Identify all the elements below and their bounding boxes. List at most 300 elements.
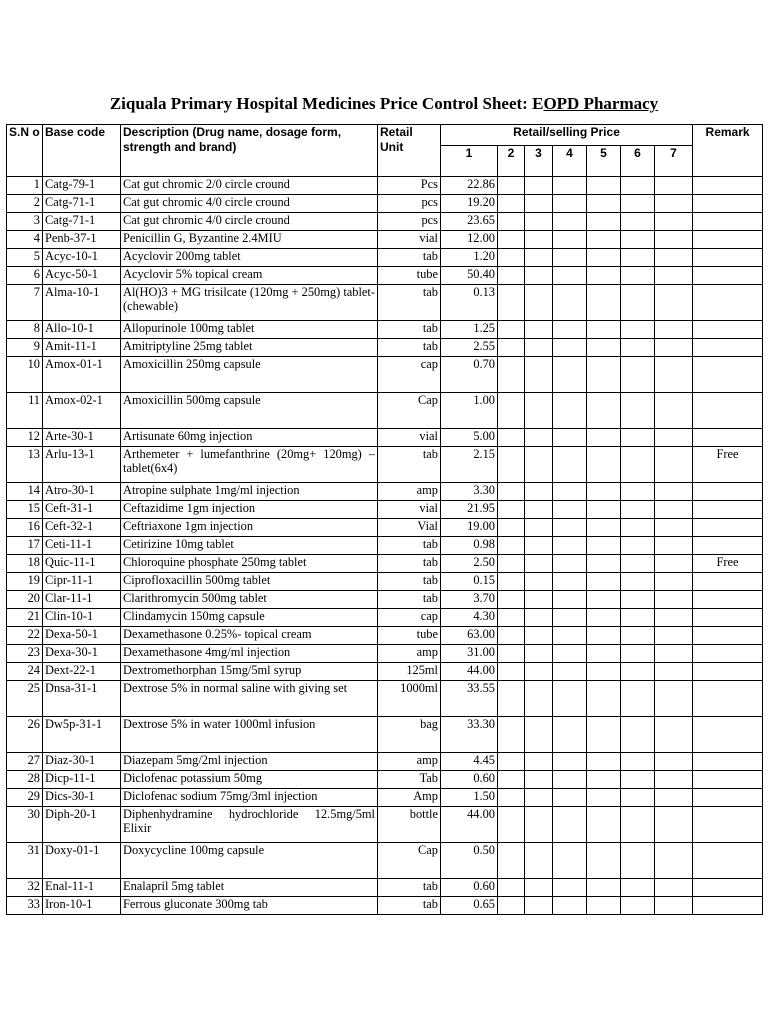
- cell-price-3: [525, 339, 553, 357]
- cell-price-5: [587, 681, 621, 717]
- cell-price-3: [525, 627, 553, 645]
- cell-price-2: [498, 519, 525, 537]
- cell-price-2: [498, 771, 525, 789]
- cell-price-2: [498, 753, 525, 771]
- cell-description: Ceftriaxone 1gm injection: [121, 519, 378, 537]
- cell-price-2: [498, 321, 525, 339]
- cell-base-code: Dexa-50-1: [43, 627, 121, 645]
- cell-sno: 24: [7, 663, 43, 681]
- cell-price-1: 12.00: [441, 231, 498, 249]
- cell-retail-unit: vial: [378, 429, 441, 447]
- cell-price-5: [587, 501, 621, 519]
- cell-price-7: [655, 573, 693, 591]
- table-row: [7, 249, 763, 267]
- cell-sno: 26: [7, 717, 43, 753]
- cell-price-2: [498, 555, 525, 573]
- cell-remark: [693, 285, 763, 321]
- cell-retail-unit: tab: [378, 897, 441, 915]
- cell-remark: [693, 879, 763, 897]
- cell-price-2: [498, 447, 525, 483]
- cell-description: Allopurinole 100mg tablet: [121, 321, 378, 339]
- cell-sno: 19: [7, 573, 43, 591]
- cell-price-4: [553, 393, 587, 429]
- cell-description: Penicillin G, Byzantine 2.4MIU: [121, 231, 378, 249]
- cell-base-code: Diaz-30-1: [43, 753, 121, 771]
- cell-price-5: [587, 483, 621, 501]
- cell-price-7: [655, 663, 693, 681]
- cell-remark: [693, 195, 763, 213]
- cell-price-3: [525, 609, 553, 627]
- cell-price-7: [655, 537, 693, 555]
- cell-description: Diazepam 5mg/2ml injection: [121, 753, 378, 771]
- table-row: [7, 573, 763, 591]
- cell-price-5: [587, 897, 621, 915]
- cell-description: Dexamethasone 4mg/ml injection: [121, 645, 378, 663]
- cell-price-4: [553, 555, 587, 573]
- cell-price-1: 33.30: [441, 717, 498, 753]
- cell-description: Artisunate 60mg injection: [121, 429, 378, 447]
- cell-price-6: [621, 555, 655, 573]
- cell-price-7: [655, 195, 693, 213]
- cell-price-4: [553, 717, 587, 753]
- cell-retail-unit: cap: [378, 609, 441, 627]
- cell-sno: 32: [7, 879, 43, 897]
- table-row: [7, 213, 763, 231]
- header-price-3: 3: [525, 146, 553, 177]
- table-row: [7, 537, 763, 555]
- cell-price-3: [525, 555, 553, 573]
- cell-remark: [693, 807, 763, 843]
- cell-sno: 3: [7, 213, 43, 231]
- cell-base-code: Cipr-11-1: [43, 573, 121, 591]
- table-row: [7, 357, 763, 393]
- cell-remark: [693, 267, 763, 285]
- cell-price-4: [553, 663, 587, 681]
- cell-price-3: [525, 663, 553, 681]
- cell-retail-unit: tab: [378, 537, 441, 555]
- cell-base-code: Dw5p-31-1: [43, 717, 121, 753]
- cell-price-1: 63.00: [441, 627, 498, 645]
- cell-price-7: [655, 717, 693, 753]
- cell-retail-unit: tab: [378, 591, 441, 609]
- cell-price-3: [525, 519, 553, 537]
- cell-base-code: Iron-10-1: [43, 897, 121, 915]
- cell-retail-unit: tab: [378, 285, 441, 321]
- cell-description: Enalapril 5mg tablet: [121, 879, 378, 897]
- cell-remark: [693, 213, 763, 231]
- cell-price-3: [525, 717, 553, 753]
- cell-remark: [693, 591, 763, 609]
- cell-price-6: [621, 537, 655, 555]
- cell-price-5: [587, 357, 621, 393]
- cell-price-3: [525, 285, 553, 321]
- cell-price-6: [621, 519, 655, 537]
- cell-price-7: [655, 591, 693, 609]
- cell-price-7: [655, 807, 693, 843]
- cell-sno: 9: [7, 339, 43, 357]
- cell-price-6: [621, 213, 655, 231]
- cell-retail-unit: pcs: [378, 195, 441, 213]
- cell-price-5: [587, 537, 621, 555]
- cell-price-2: [498, 213, 525, 231]
- price-control-table: [6, 124, 763, 915]
- cell-price-7: [655, 771, 693, 789]
- cell-price-6: [621, 177, 655, 195]
- cell-sno: 18: [7, 555, 43, 573]
- header-base-code: Base code: [43, 125, 121, 177]
- cell-description: Amoxicillin 500mg capsule: [121, 393, 378, 429]
- cell-price-1: 23.65: [441, 213, 498, 231]
- cell-price-5: [587, 717, 621, 753]
- cell-base-code: Catg-71-1: [43, 195, 121, 213]
- cell-price-1: 2.50: [441, 555, 498, 573]
- cell-price-2: [498, 627, 525, 645]
- cell-sno: 8: [7, 321, 43, 339]
- cell-remark: [693, 717, 763, 753]
- cell-price-5: [587, 429, 621, 447]
- cell-price-3: [525, 591, 553, 609]
- cell-price-2: [498, 807, 525, 843]
- cell-price-7: [655, 501, 693, 519]
- cell-remark: [693, 609, 763, 627]
- header-remark: Remark: [693, 125, 763, 177]
- table-row: [7, 681, 763, 717]
- cell-remark: [693, 843, 763, 879]
- cell-remark: [693, 393, 763, 429]
- cell-price-2: [498, 339, 525, 357]
- cell-price-3: [525, 771, 553, 789]
- cell-price-5: [587, 339, 621, 357]
- cell-price-2: [498, 177, 525, 195]
- cell-remark: [693, 249, 763, 267]
- cell-price-7: [655, 789, 693, 807]
- cell-price-7: [655, 483, 693, 501]
- cell-price-2: [498, 267, 525, 285]
- table-row: [7, 231, 763, 249]
- cell-price-1: 1.00: [441, 393, 498, 429]
- table-row: [7, 789, 763, 807]
- cell-price-1: 44.00: [441, 807, 498, 843]
- table-row: [7, 429, 763, 447]
- cell-price-7: [655, 645, 693, 663]
- cell-price-1: 33.55: [441, 681, 498, 717]
- cell-remark: [693, 627, 763, 645]
- table-row: [7, 267, 763, 285]
- cell-sno: 29: [7, 789, 43, 807]
- cell-price-6: [621, 789, 655, 807]
- cell-retail-unit: tab: [378, 321, 441, 339]
- cell-sno: 14: [7, 483, 43, 501]
- cell-retail-unit: amp: [378, 753, 441, 771]
- cell-base-code: Ceft-32-1: [43, 519, 121, 537]
- cell-retail-unit: tab: [378, 339, 441, 357]
- cell-price-2: [498, 537, 525, 555]
- cell-base-code: Diph-20-1: [43, 807, 121, 843]
- cell-price-3: [525, 357, 553, 393]
- cell-price-1: 0.70: [441, 357, 498, 393]
- cell-price-3: [525, 753, 553, 771]
- cell-description: Cat gut chromic 4/0 circle cround: [121, 195, 378, 213]
- cell-price-3: [525, 501, 553, 519]
- cell-price-6: [621, 231, 655, 249]
- cell-price-1: 1.50: [441, 789, 498, 807]
- table-row: [7, 555, 763, 573]
- cell-price-4: [553, 249, 587, 267]
- table-row: [7, 771, 763, 789]
- cell-price-1: 3.30: [441, 483, 498, 501]
- cell-sno: 2: [7, 195, 43, 213]
- cell-description: Ciprofloxacillin 500mg tablet: [121, 573, 378, 591]
- cell-price-4: [553, 843, 587, 879]
- cell-remark: [693, 537, 763, 555]
- cell-price-1: 21.95: [441, 501, 498, 519]
- cell-base-code: Enal-11-1: [43, 879, 121, 897]
- cell-price-5: [587, 285, 621, 321]
- cell-price-2: [498, 285, 525, 321]
- cell-price-3: [525, 447, 553, 483]
- cell-base-code: Doxy-01-1: [43, 843, 121, 879]
- cell-base-code: Dics-30-1: [43, 789, 121, 807]
- cell-retail-unit: 125ml: [378, 663, 441, 681]
- cell-price-7: [655, 267, 693, 285]
- cell-price-1: 22.86: [441, 177, 498, 195]
- cell-price-1: 0.65: [441, 897, 498, 915]
- cell-remark: [693, 663, 763, 681]
- table-row: [7, 717, 763, 753]
- cell-sno: 7: [7, 285, 43, 321]
- cell-price-4: [553, 339, 587, 357]
- cell-price-4: [553, 879, 587, 897]
- cell-price-6: [621, 645, 655, 663]
- cell-base-code: Quic-11-1: [43, 555, 121, 573]
- cell-description: Amoxicillin 250mg capsule: [121, 357, 378, 393]
- cell-retail-unit: amp: [378, 483, 441, 501]
- cell-price-4: [553, 789, 587, 807]
- cell-price-6: [621, 591, 655, 609]
- cell-price-5: [587, 321, 621, 339]
- cell-base-code: Amit-11-1: [43, 339, 121, 357]
- cell-base-code: Dicp-11-1: [43, 771, 121, 789]
- cell-remark: [693, 789, 763, 807]
- cell-description: Clarithromycin 500mg tablet: [121, 591, 378, 609]
- cell-price-1: 0.15: [441, 573, 498, 591]
- cell-base-code: Catg-79-1: [43, 177, 121, 195]
- cell-remark: [693, 573, 763, 591]
- cell-price-6: [621, 447, 655, 483]
- cell-price-4: [553, 357, 587, 393]
- cell-price-2: [498, 393, 525, 429]
- cell-price-3: [525, 573, 553, 591]
- cell-base-code: Acyc-50-1: [43, 267, 121, 285]
- cell-description: Dexamethasone 0.25%- topical cream: [121, 627, 378, 645]
- cell-price-7: [655, 213, 693, 231]
- cell-retail-unit: bag: [378, 717, 441, 753]
- cell-price-4: [553, 285, 587, 321]
- cell-sno: 28: [7, 771, 43, 789]
- cell-price-1: 19.00: [441, 519, 498, 537]
- cell-price-3: [525, 267, 553, 285]
- cell-price-6: [621, 681, 655, 717]
- cell-base-code: Allo-10-1: [43, 321, 121, 339]
- cell-base-code: Dnsa-31-1: [43, 681, 121, 717]
- cell-price-4: [553, 609, 587, 627]
- cell-remark: [693, 681, 763, 717]
- cell-price-1: 2.15: [441, 447, 498, 483]
- cell-price-1: 0.50: [441, 843, 498, 879]
- cell-remark: Free: [693, 555, 763, 573]
- cell-base-code: Clin-10-1: [43, 609, 121, 627]
- cell-remark: [693, 519, 763, 537]
- cell-price-5: [587, 663, 621, 681]
- cell-price-6: [621, 663, 655, 681]
- cell-price-7: [655, 519, 693, 537]
- cell-price-3: [525, 195, 553, 213]
- cell-price-5: [587, 267, 621, 285]
- cell-price-7: [655, 231, 693, 249]
- cell-description: Dextrose 5% in normal saline with giving set: [121, 681, 378, 717]
- table-row: [7, 807, 763, 843]
- cell-price-6: [621, 429, 655, 447]
- cell-price-1: 0.60: [441, 771, 498, 789]
- cell-retail-unit: amp: [378, 645, 441, 663]
- cell-base-code: Dexa-30-1: [43, 645, 121, 663]
- cell-price-1: 1.20: [441, 249, 498, 267]
- cell-description: Diclofenac sodium 75mg/3ml injection: [121, 789, 378, 807]
- cell-base-code: Ceti-11-1: [43, 537, 121, 555]
- cell-description: Cat gut chromic 2/0 circle cround: [121, 177, 378, 195]
- cell-price-3: [525, 483, 553, 501]
- cell-price-5: [587, 231, 621, 249]
- header-price-5: 5: [587, 146, 621, 177]
- cell-price-2: [498, 231, 525, 249]
- cell-price-6: [621, 393, 655, 429]
- cell-sno: 21: [7, 609, 43, 627]
- cell-remark: [693, 429, 763, 447]
- cell-price-7: [655, 447, 693, 483]
- cell-retail-unit: 1000ml: [378, 681, 441, 717]
- table-row: [7, 609, 763, 627]
- page-title: [0, 94, 768, 114]
- cell-price-4: [553, 573, 587, 591]
- cell-price-7: [655, 609, 693, 627]
- cell-description: Doxycycline 100mg capsule: [121, 843, 378, 879]
- cell-remark: [693, 897, 763, 915]
- header-price-4: 4: [553, 146, 587, 177]
- cell-price-3: [525, 879, 553, 897]
- cell-price-5: [587, 843, 621, 879]
- title-prefix: Ziquala Primary Hospital Medicines Price Control Sheet: E: [109, 94, 544, 113]
- cell-description: Cat gut chromic 4/0 circle cround: [121, 213, 378, 231]
- cell-price-1: 2.55: [441, 339, 498, 357]
- cell-price-1: 19.20: [441, 195, 498, 213]
- cell-description: Diclofenac potassium 50mg: [121, 771, 378, 789]
- header-price-1: 1: [441, 146, 498, 177]
- cell-price-3: [525, 843, 553, 879]
- cell-price-2: [498, 663, 525, 681]
- cell-price-4: [553, 537, 587, 555]
- cell-retail-unit: tab: [378, 573, 441, 591]
- cell-price-7: [655, 627, 693, 645]
- cell-price-2: [498, 501, 525, 519]
- cell-base-code: Clar-11-1: [43, 591, 121, 609]
- cell-sno: 11: [7, 393, 43, 429]
- cell-price-4: [553, 501, 587, 519]
- cell-price-1: 0.13: [441, 285, 498, 321]
- table-row: [7, 321, 763, 339]
- cell-price-5: [587, 609, 621, 627]
- cell-sno: 5: [7, 249, 43, 267]
- header-retail-unit: Retail Unit: [378, 125, 441, 177]
- cell-price-7: [655, 753, 693, 771]
- cell-price-1: 4.30: [441, 609, 498, 627]
- cell-price-2: [498, 645, 525, 663]
- cell-description: Ferrous gluconate 300mg tab: [121, 897, 378, 915]
- cell-description: Acyclovir 200mg tablet: [121, 249, 378, 267]
- cell-price-6: [621, 249, 655, 267]
- cell-price-4: [553, 483, 587, 501]
- cell-price-6: [621, 339, 655, 357]
- cell-description: Al(HO)3 + MG trisilcate (120mg + 250mg) tablet-(chewable): [121, 285, 378, 321]
- table-row: [7, 519, 763, 537]
- cell-retail-unit: cap: [378, 357, 441, 393]
- cell-price-6: [621, 807, 655, 843]
- table-row: [7, 663, 763, 681]
- cell-price-3: [525, 789, 553, 807]
- cell-retail-unit: tube: [378, 267, 441, 285]
- cell-price-6: [621, 843, 655, 879]
- cell-price-6: [621, 267, 655, 285]
- header-description: Description (Drug name, dosage form, strength and brand): [121, 125, 378, 177]
- cell-sno: 10: [7, 357, 43, 393]
- cell-price-7: [655, 285, 693, 321]
- cell-price-5: [587, 753, 621, 771]
- cell-price-5: [587, 393, 621, 429]
- cell-price-4: [553, 231, 587, 249]
- cell-base-code: Catg-71-1: [43, 213, 121, 231]
- cell-price-7: [655, 555, 693, 573]
- cell-price-2: [498, 591, 525, 609]
- cell-price-4: [553, 897, 587, 915]
- table-row: [7, 339, 763, 357]
- cell-remark: [693, 753, 763, 771]
- cell-price-3: [525, 807, 553, 843]
- cell-price-2: [498, 789, 525, 807]
- cell-price-6: [621, 573, 655, 591]
- cell-price-6: [621, 321, 655, 339]
- table-row: [7, 897, 763, 915]
- cell-price-5: [587, 213, 621, 231]
- cell-price-1: 44.00: [441, 663, 498, 681]
- title-underlined: OPD Pharmacy: [543, 94, 659, 113]
- cell-price-7: [655, 249, 693, 267]
- table-row: [7, 843, 763, 879]
- cell-description: Clindamycin 150mg capsule: [121, 609, 378, 627]
- cell-price-3: [525, 213, 553, 231]
- cell-sno: 33: [7, 897, 43, 915]
- cell-price-5: [587, 555, 621, 573]
- header-price-6: 6: [621, 146, 655, 177]
- cell-price-1: 1.25: [441, 321, 498, 339]
- cell-price-3: [525, 231, 553, 249]
- cell-remark: [693, 645, 763, 663]
- cell-price-5: [587, 627, 621, 645]
- cell-description: Acyclovir 5% topical cream: [121, 267, 378, 285]
- cell-sno: 30: [7, 807, 43, 843]
- cell-price-6: [621, 357, 655, 393]
- cell-price-5: [587, 789, 621, 807]
- table-row: [7, 447, 763, 483]
- cell-price-2: [498, 573, 525, 591]
